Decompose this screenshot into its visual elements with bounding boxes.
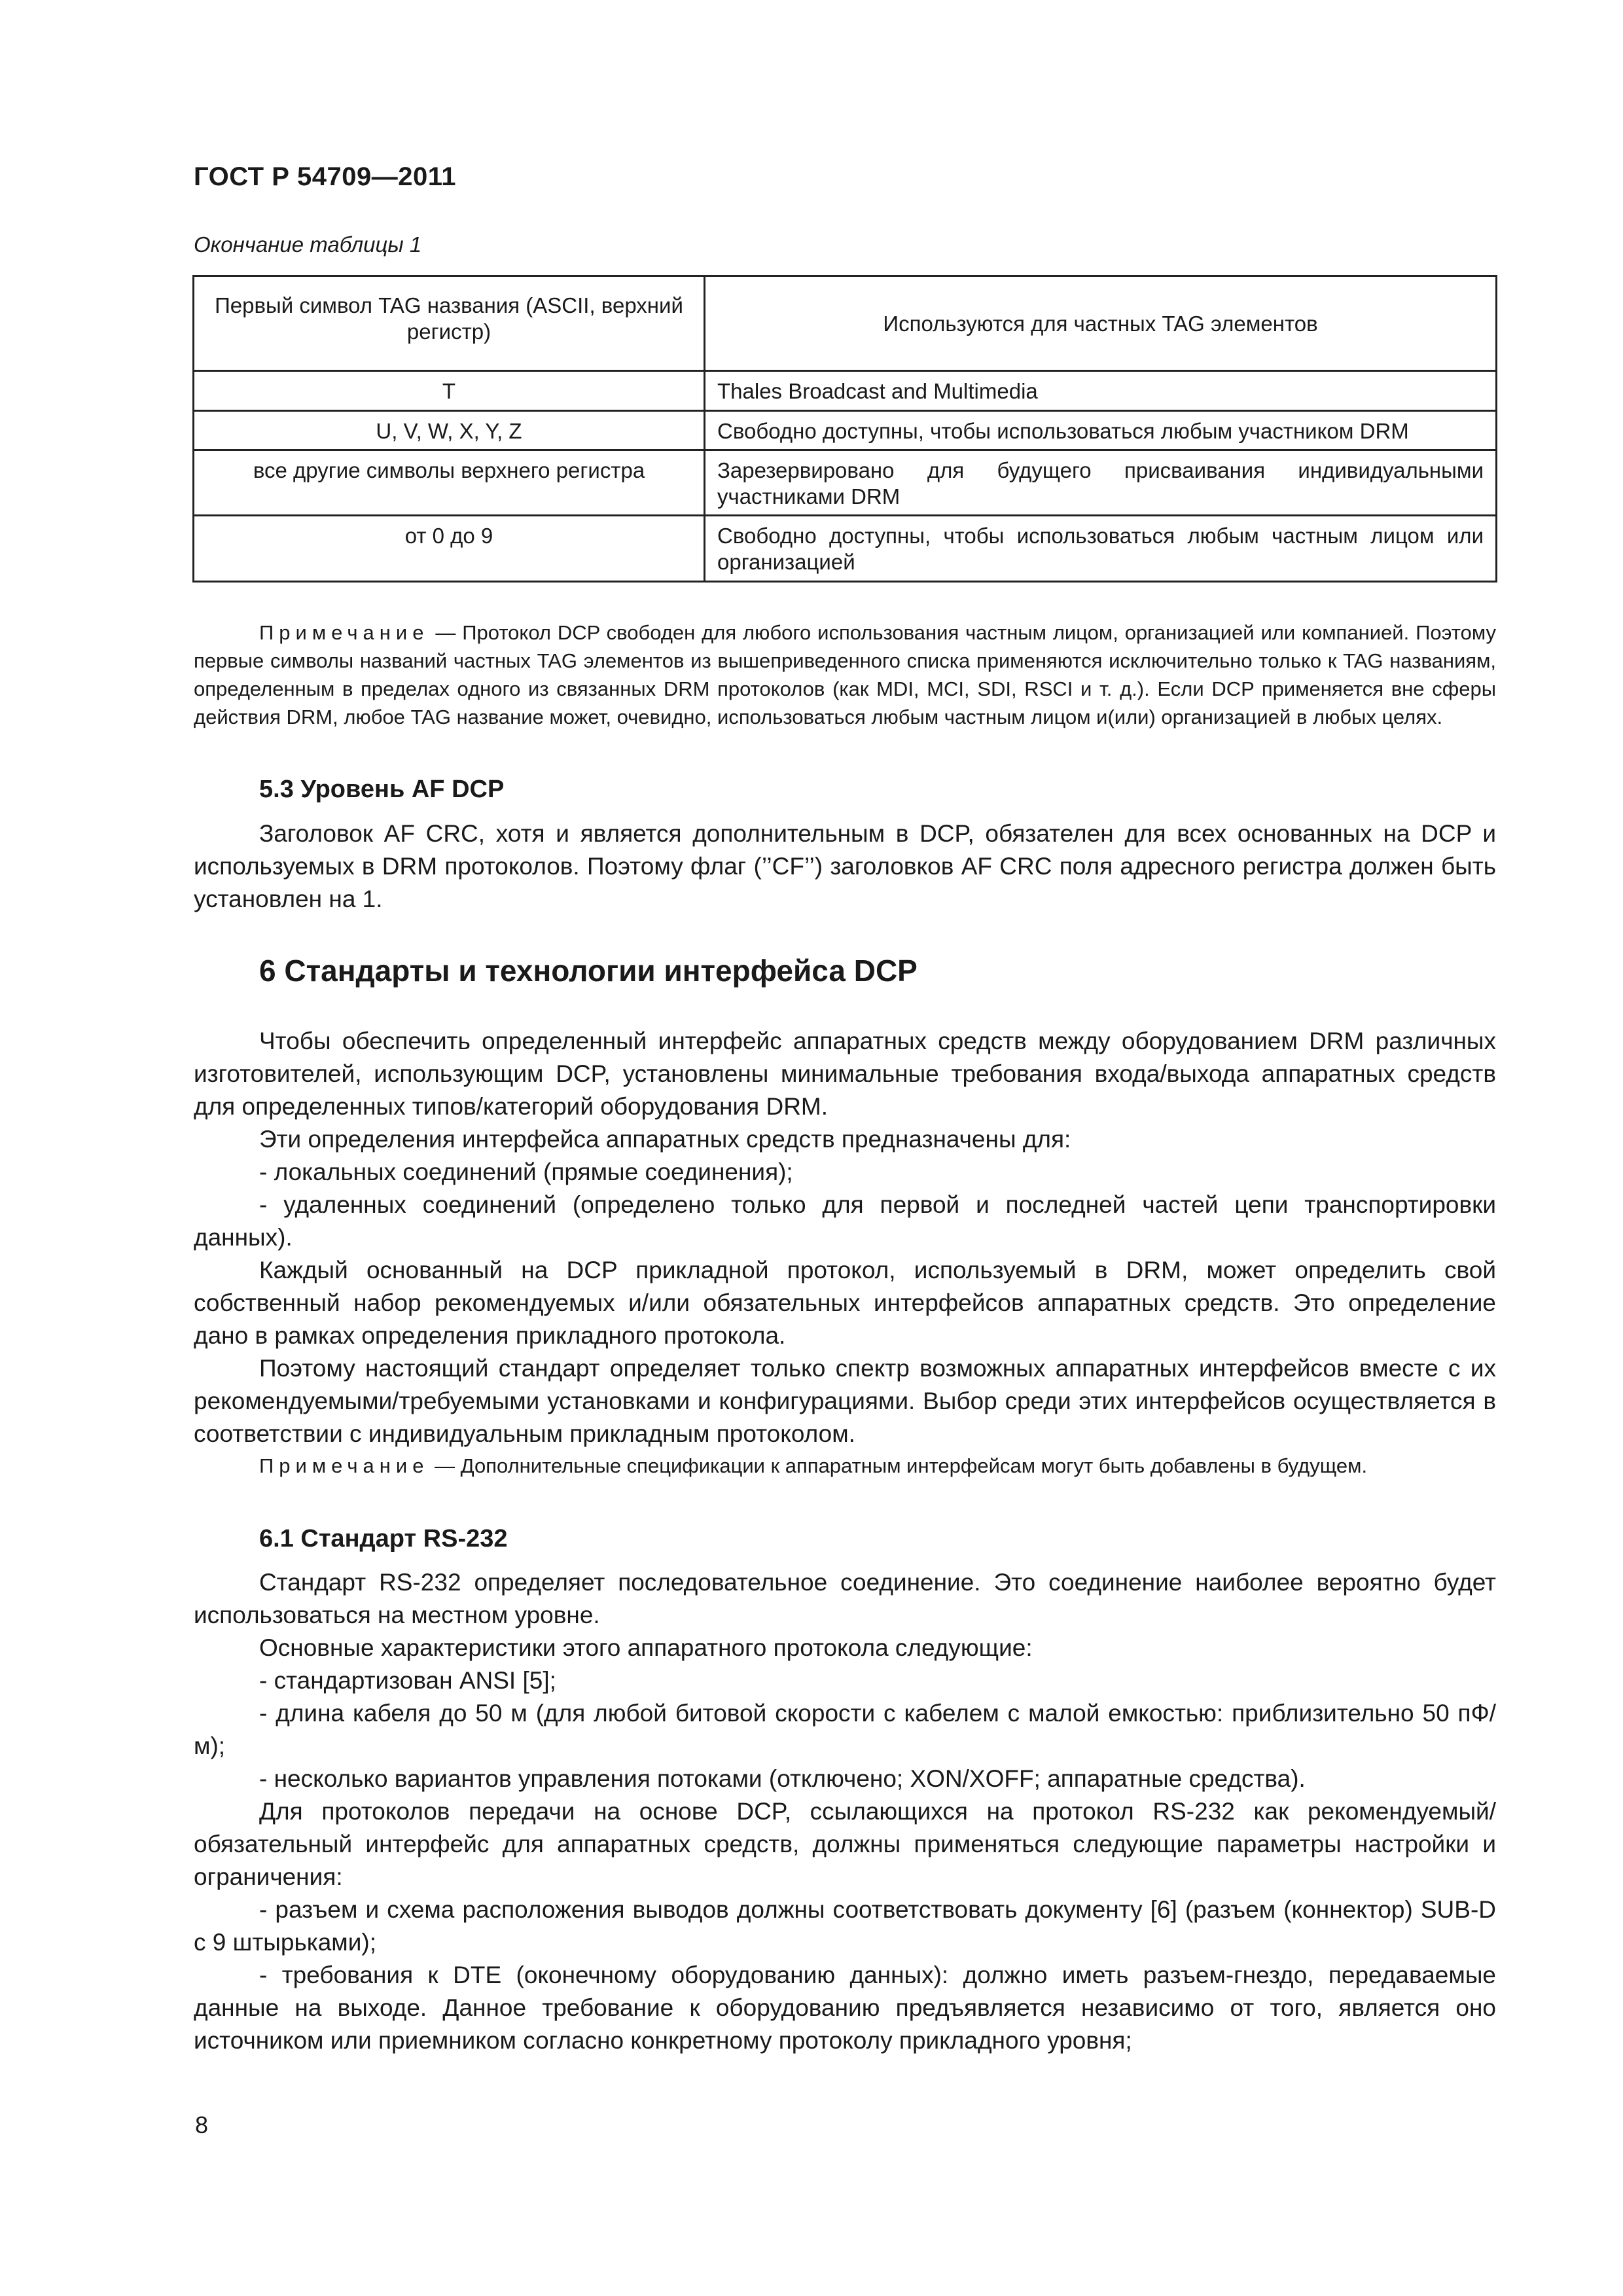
note-label: Примечание (259, 621, 429, 644)
list-item: - несколько вариантов управления потоками (отключено; XON/XOFF; аппаратные средства). (259, 1765, 1306, 1792)
note-label: Примечание (259, 1454, 429, 1477)
table-header-cell: Первый символ TAG названия (ASCII, верхний регистр) (194, 276, 705, 371)
list-item: - локальных соединений (прямые соединения); (259, 1158, 793, 1185)
table-cell: Thales Broadcast and Multimedia (705, 371, 1497, 411)
note-1 (194, 619, 1496, 731)
paragraph: Основные характеристики этого аппаратного протокола следующие: (259, 1634, 1033, 1661)
section-title: 5.3 Уровень AF DCP (259, 776, 505, 803)
table-cell: Свободно доступны, чтобы использоваться любым частным лицом или организацией (705, 516, 1497, 581)
table-cell: Свободно доступны, чтобы использоваться любым участником DRM (705, 410, 1497, 450)
paragraph: Чтобы обеспечить определенный интерфейс аппаратных средств между оборудованием DRM различных изготовителей, использующим DCP, установлены минимальные требования входа/выхода аппаратных средств для определенных типов/категорий оборудования DRM. (194, 1028, 1496, 1120)
paragraph: Каждый основанный на DCP прикладной протокол, используемый в DRM, может определить свой собственный набор рекомендуемых и/или обязательных интерфейсов аппаратных средств. Это определение дано в рамках определения прикладного протокола. (194, 1257, 1496, 1349)
section-6-1-body (194, 1566, 1496, 2057)
table-header-row (194, 276, 1497, 371)
section-5-3 (194, 776, 1496, 804)
table-row (194, 516, 1497, 581)
table-header-cell: Используются для частных TAG элементов (705, 276, 1497, 371)
section-title: 6.1 Стандарт RS-232 (259, 1525, 508, 1552)
table-row (194, 450, 1497, 516)
table-row (194, 410, 1497, 450)
paragraph: Для протоколов передачи на основе DCP, ссылающихся на протокол RS-232 как рекомендуемый/обязательный интерфейс для аппаратных средств, должны применяться следующие параметры настройки и ограничения: (194, 1798, 1496, 1890)
note-2 (194, 1452, 1496, 1480)
table-caption: Окончание таблицы 1 (194, 232, 422, 257)
table-cell: U, V, W, X, Y, Z (194, 410, 705, 450)
table-row (194, 371, 1497, 411)
note-text: — Дополнительные спецификации к аппаратным интерфейсам могут быть добавлены в будущем. (429, 1454, 1368, 1477)
section-6 (194, 953, 1496, 988)
note-text: — Протокол DCP свободен для любого использования частным лицом, организацией или компанией. Поэтому первые символы названий частных TAG элементов из вышеприведенного списка применяются исключительно только к TAG названиям, определенным в пределах одного из связанных DRM протоколов (как MDI, MCI, SDI, RSCI и т. д.). Если DCP применяется вне сферы действия DRM, любое TAG название может, очевидно, использоваться любым частным лицом и(или) организацией в любых целях. (194, 621, 1496, 728)
section-5-3-body (194, 817, 1496, 916)
section-title: 6 Стандарты и технологии интерфейса DCP (259, 954, 918, 988)
paragraph: Стандарт RS-232 определяет последовательное соединение. Это соединение наиболее вероятно будет использоваться на местном уровне. (194, 1569, 1496, 1628)
list-item: - требования к DTE (оконечному оборудованию данных): должно иметь разъем-гнездо, передаваемые данные на выходе. Данное требование к оборудованию предъявляется независимо от того, является оно источником или приемником согласно конкретному протоколу прикладного уровня; (194, 1962, 1496, 2054)
table-cell: от 0 до 9 (194, 516, 705, 581)
table-cell: T (194, 371, 705, 411)
table-cell: Зарезервировано для будущего присваивания индивидуальными участниками DRM (705, 450, 1497, 516)
section-6-1 (194, 1525, 1496, 1553)
paragraph: Заголовок AF CRC, хотя и является дополнительным в DCP, обязателен для всех основанных на DCP и используемых в DRM протоколов. Поэтому флаг (’’CF’’) заголовков AF CRC поля адресного регистра должен быть установлен на 1. (194, 820, 1496, 912)
list-item: - удаленных соединений (определено только для первой и последней частей цепи транспортировки данных). (194, 1191, 1496, 1251)
section-6-body (194, 1025, 1496, 1450)
list-item: - стандартизован ANSI [5]; (259, 1667, 556, 1694)
document-header: ГОСТ Р 54709—2011 (194, 162, 456, 191)
tag-table (192, 275, 1497, 583)
table-cell: все другие символы верхнего регистра (194, 450, 705, 516)
paragraph: Поэтому настоящий стандарт определяет только спектр возможных аппаратных интерфейсов вместе с их рекомендуемыми/требуемыми установками и конфигурациями. Выбор среди этих интерфейсов осуществляется в соответствии с индивидуальным прикладным протоколом. (194, 1355, 1496, 1447)
page-number: 8 (195, 2111, 209, 2138)
paragraph: Эти определения интерфейса аппаратных средств предназначены для: (259, 1126, 1071, 1153)
list-item: - длина кабеля до 50 м (для любой битовой скорости с кабелем с малой емкостью: приблизительно 50 пФ/м); (194, 1700, 1496, 1759)
list-item: - разъем и схема расположения выводов должны соответствовать документу [6] (разъем (коннектор) SUB-D с 9 штырьками); (194, 1896, 1496, 1956)
